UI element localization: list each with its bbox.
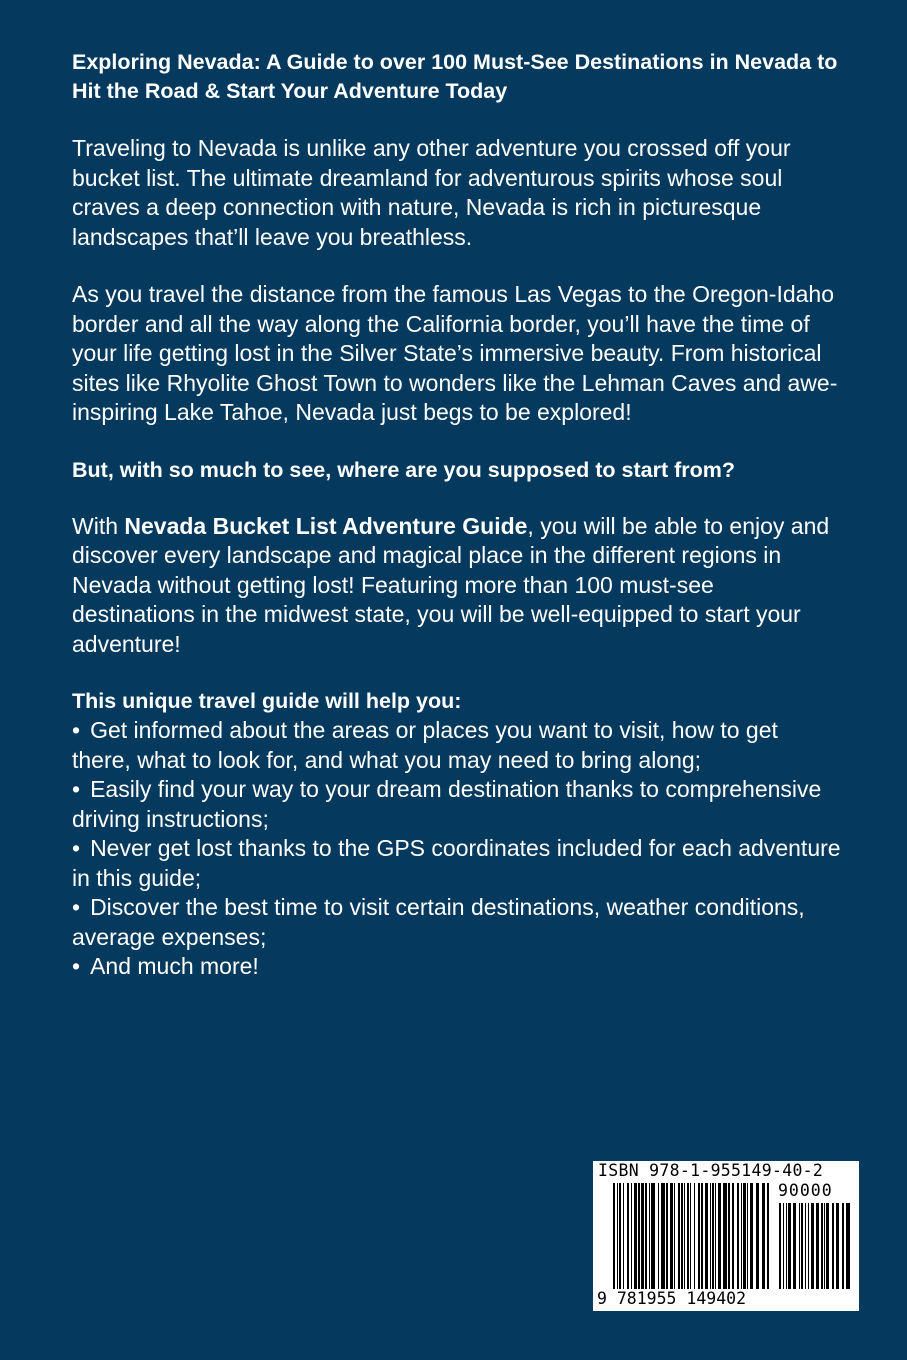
bullet-dot: • — [72, 717, 81, 743]
barcode-bar — [638, 1183, 640, 1289]
barcode-bar — [732, 1183, 734, 1289]
barcode-bar — [805, 1203, 806, 1289]
barcode-bar — [826, 1203, 829, 1289]
barcode-bar — [786, 1203, 787, 1289]
barcode-bar — [645, 1183, 647, 1289]
pitch-suffix: , you will be able to enjoy and discover every landscape and magical place in the different regions in Nevada without getting lost! Featuring more than 100 must-see destinations in the midwest state, you will be well-equipped to start your adventure! — [72, 512, 830, 657]
ean-digits: 9 781955 149402 — [597, 1289, 747, 1308]
list-item — [72, 893, 842, 952]
barcode-bar — [631, 1183, 632, 1289]
barcode-bar — [718, 1183, 721, 1289]
intro-paragraph-2: As you travel the distance from the famous Las Vegas to the Oregon-Idaho border and all the way along the California border, you’ll have the time of your life getting lost in the Silver State’s immersive beauty. From historical sites like Rhyolite Ghost Town to wonders like the Lehman Caves and awe-inspiring Lake Tahoe, Nevada just begs to be explored! — [72, 281, 838, 425]
barcode-bar — [684, 1183, 685, 1289]
ean-bars — [613, 1183, 769, 1289]
barcode-bar — [681, 1183, 683, 1289]
barcode-bar — [651, 1183, 655, 1289]
isbn-label: ISBN 978-1-955149-40-2 — [598, 1161, 824, 1180]
barcode-bar — [690, 1183, 691, 1289]
list-item-text: Easily find your way to your dream destination thanks to comprehensive driving instructions; — [72, 776, 822, 832]
barcode-bar — [821, 1203, 823, 1289]
list-item-text: Never get lost thanks to the GPS coordinates included for each adventure in this guide; — [72, 835, 841, 891]
barcode-bar — [824, 1203, 825, 1289]
barcode-bar — [788, 1203, 791, 1289]
pitch-prefix: With — [72, 512, 125, 539]
barcode-bar — [801, 1203, 803, 1289]
barcode-bar — [723, 1183, 727, 1289]
barcode-bar — [767, 1183, 769, 1289]
barcode-bar — [783, 1203, 784, 1289]
barcode-bar — [793, 1203, 796, 1289]
barcode-bar — [728, 1183, 730, 1289]
barcode-bar — [799, 1203, 800, 1289]
barcode-bar — [678, 1183, 680, 1289]
barcode-bar — [649, 1183, 650, 1289]
barcode-bar — [747, 1183, 748, 1289]
isbn-barcode — [593, 1161, 859, 1311]
barcode-bar — [705, 1183, 708, 1289]
barcode-bar — [846, 1203, 850, 1289]
barcode-bar — [701, 1183, 703, 1289]
list-item — [72, 775, 842, 834]
barcode-bar — [694, 1183, 695, 1289]
list-item — [72, 952, 842, 982]
barcode-bar — [715, 1183, 716, 1289]
barcode-bar — [617, 1183, 618, 1289]
barcode-bar — [811, 1203, 814, 1289]
bullet-dot: • — [72, 953, 81, 979]
list-item — [72, 834, 842, 893]
barcode-bar — [687, 1183, 689, 1289]
barcode-bar — [741, 1183, 742, 1289]
list-item-text: Get informed about the areas or places you want to visit, how to get there, what to look for, and what you may need to bring along; — [72, 717, 778, 773]
barcode-bar — [756, 1183, 759, 1289]
barcode-bar — [750, 1183, 753, 1289]
book-title: Exploring Nevada: A Guide to over 100 Must-See Destinations in Nevada to Hit the Road & Start Your Adventure Today — [72, 50, 838, 103]
barcode-bar — [698, 1183, 700, 1289]
list-heading: This unique travel guide will help you: — [72, 689, 462, 713]
price-code: 90000 — [778, 1181, 833, 1200]
pitch-paragraph — [72, 512, 842, 660]
barcode-bar — [658, 1183, 659, 1289]
barcode-bar — [737, 1183, 739, 1289]
back-cover-text — [72, 48, 842, 982]
barcode-bar — [836, 1203, 839, 1289]
barcode-bar — [779, 1203, 781, 1289]
addon-bars — [779, 1203, 850, 1289]
list-item-text: And much more! — [90, 953, 259, 979]
intro-paragraph-1: Traveling to Nevada is unlike any other adventure you crossed off your bucket list. The ultimate dreamland for adventurous spirits whose soul craves a deep connection with nature, Nevada is rich in picturesque landscapes that’ll leave you breathless. — [72, 135, 791, 250]
list-item-text: Discover the best time to visit certain destinations, weather conditions, average expenses; — [72, 894, 805, 950]
barcode-bar — [816, 1203, 819, 1289]
barcode-bar — [627, 1183, 629, 1289]
barcode-bar — [613, 1183, 615, 1289]
barcode-bar — [641, 1183, 644, 1289]
barcode-bar — [674, 1183, 675, 1289]
bullet-dot: • — [72, 835, 81, 861]
barcode-bar — [666, 1183, 668, 1289]
barcode-bar — [808, 1203, 809, 1289]
barcode-bar — [712, 1183, 714, 1289]
barcode-bar — [743, 1183, 746, 1289]
question-heading: But, with so much to see, where are you supposed to start from? — [72, 457, 736, 482]
barcode-bar — [670, 1183, 673, 1289]
barcode-bar — [619, 1183, 621, 1289]
list-item — [72, 716, 842, 775]
barcode-bar — [634, 1183, 637, 1289]
barcode-bar — [762, 1183, 765, 1289]
pitch-book-name: Nevada Bucket List Adventure Guide — [124, 512, 528, 539]
barcode-bar — [832, 1203, 834, 1289]
barcode-bar — [661, 1183, 665, 1289]
bullet-dot: • — [72, 894, 81, 920]
barcode-bar — [710, 1183, 711, 1289]
barcode-bar — [842, 1203, 844, 1289]
bullet-dot: • — [72, 776, 81, 802]
barcode-bar — [623, 1183, 624, 1289]
